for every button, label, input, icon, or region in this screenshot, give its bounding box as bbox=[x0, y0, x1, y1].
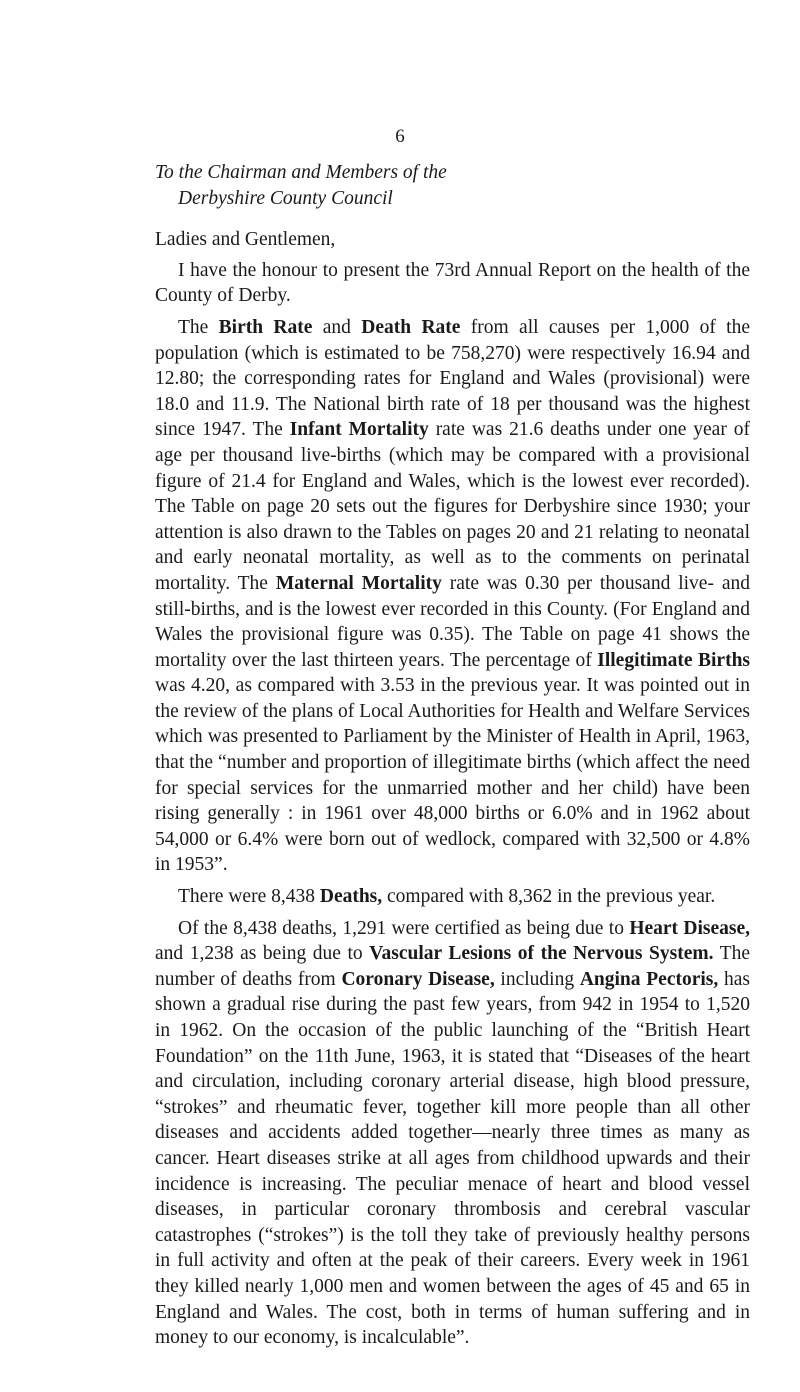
bold-term-angina-pectoris: Angina Pectoris, bbox=[579, 968, 719, 990]
text-run: rate was 0.30 per thousand live- and still-births, and is the lowest ever recorded in this County. (For England and Wales the provisional figure was 0.35). The Table on page 41 shows the mortality over the last thirteen years. The percentage of bbox=[155, 572, 750, 671]
letter-body bbox=[155, 160, 750, 1351]
text-run: rate was 21.6 deaths under one year of age per thousand live-births (which may be compared with a provisional figure of 21.4 for England and Wales, which is the lowest ever recorded). The Table on page 20 sets out the figures for Derbyshire since 1930; your attention is also drawn to the Tables on pages 20 and 21 relating to neonatal and early neonatal mortality, as well as to the comments on perinatal mortality. The bbox=[155, 419, 751, 594]
addressee-line-2: Derbyshire County Council bbox=[178, 187, 393, 209]
text-run: The number of deaths from bbox=[155, 943, 751, 990]
text-run: The bbox=[178, 316, 219, 338]
bold-term-heart-disease: Heart Disease, bbox=[629, 917, 750, 939]
paragraph-heart-disease bbox=[155, 916, 750, 1351]
paragraph-deaths bbox=[155, 884, 750, 910]
bold-term-birth-rate: Birth Rate bbox=[218, 316, 313, 338]
paragraph-birth-death-rates bbox=[155, 315, 750, 878]
text-run: There were 8,438 bbox=[178, 886, 320, 908]
bold-term-maternal-mortality: Maternal Mortality bbox=[275, 572, 442, 594]
paragraph-intro: I have the honour to present the 73rd Annual Report on the health of the County of Derby. bbox=[155, 259, 750, 307]
text-run: compared with 8,362 in the previous year. bbox=[382, 886, 716, 908]
bold-term-death-rate: Death Rate bbox=[361, 316, 461, 338]
salutation: Ladies and Gentlemen, bbox=[155, 229, 336, 251]
text-run: has shown a gradual rise during the past few years, from 942 in 1954 to 1,520 in 1962. On the occasion of the public launching of the “British Heart Foundation” on the 11th June, 1963, it is stated that “Diseases of the heart and circulation, including coronary arterial disease, high blood pressure, “strokes” and rheumatic fever, together kill more people than all other diseases and accidents added together—nearly three times as many as cancer. Heart diseases strike at all ages from childhood upwards and their incidence is increasing. The peculiar menace of heart and blood vessel diseases, in particular coronary thrombosis and cerebral vascular catastrophes (“strokes”) is the toll they take of previously healthy persons in full activity and often at the peak of their careers. Every week in 1961 they killed nearly 1,000 men and women between the ages of 45 and 65 in England and Wales. The cost, both in terms of human suffering and in money to our economy, is incalculable”. bbox=[155, 968, 750, 1349]
addressee-line-1: To the Chairman and Members of the bbox=[155, 162, 447, 183]
bold-term-deaths: Deaths, bbox=[319, 886, 383, 908]
bold-term-illegitimate-births: Illegitimate Births bbox=[597, 649, 750, 671]
text-run: including bbox=[494, 968, 580, 990]
bold-term-vascular-lesions: Vascular Lesions of the Nervous System. bbox=[369, 943, 714, 965]
text-run: was 4.20, as compared with 3.53 in the previous year. It was pointed out in the review of the plans of Local Authorities for Health and Welfare Services which was presented to Parliament by the Minister of Health in April, 1963, that the “number and proportion of illegitimate births (which affect the need for special services for the unmarried mother and her child) have been rising generally : in 1961 over 48,000 births or 6.0% and in 1962 about 54,000 or 6.4% were born out of wedlock, compared with 32,500 or 4.8% in 1953”. bbox=[155, 675, 750, 876]
text-run: from all causes per 1,000 of the population (which is estimated to be 758,270) were respectively 16.94 and 12.80; the corresponding rates for England and Wales (provisional) were 18.0 and 11.9. The National birth rate of 18 per thousand was the highest since 1947. The bbox=[155, 316, 750, 441]
page-number: 6 bbox=[395, 126, 405, 147]
bold-term-coronary-disease: Coronary Disease, bbox=[341, 968, 495, 990]
text-run: and 1,238 as being due to bbox=[155, 943, 370, 965]
addressee bbox=[155, 160, 750, 211]
text-run: and bbox=[312, 316, 362, 338]
text-run: Of the 8,438 deaths, 1,291 were certified as being due to bbox=[178, 917, 630, 939]
bold-term-infant-mortality: Infant Mortality bbox=[289, 419, 429, 441]
